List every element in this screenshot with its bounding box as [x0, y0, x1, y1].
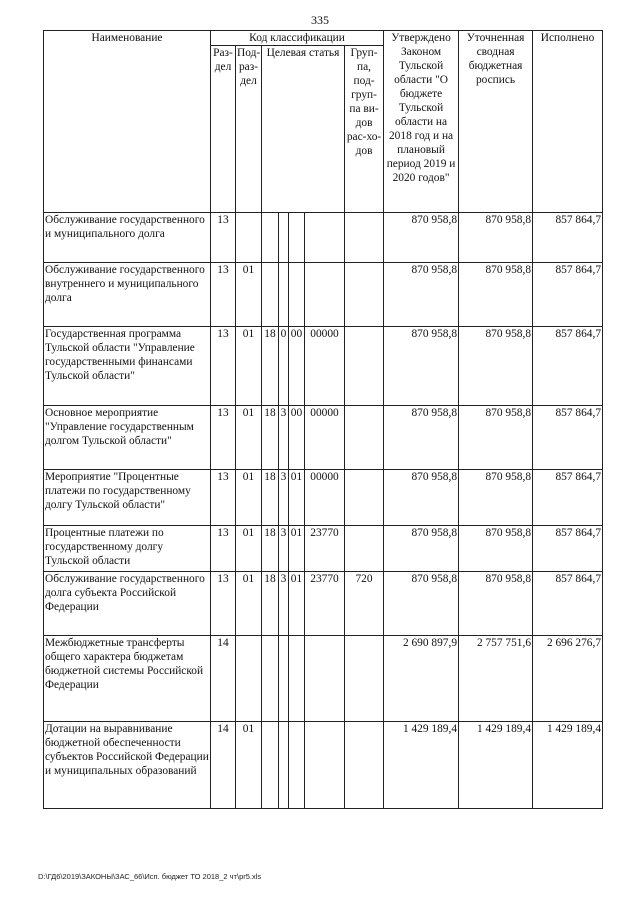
cell-rz: 13: [211, 526, 236, 572]
header-group: Груп-па, под-груп-па ви-дов рас-хо-дов: [345, 46, 384, 213]
cell-rz: 13: [211, 327, 236, 406]
cell-t1: [262, 636, 279, 722]
cell-approved: 870 958,8: [384, 406, 459, 470]
file-path-footer: D:\ГД6\2019\ЗАКОНЫ\ЗАС_66\Исп. бюджет ТО 2018_2 чт\pr5.xls: [38, 872, 262, 881]
cell-t1: [262, 263, 279, 327]
cell-approved: 870 958,8: [384, 263, 459, 327]
cell-vr: 720: [345, 572, 384, 636]
cell-t2: 0: [279, 327, 289, 406]
cell-t1: 18: [262, 470, 279, 526]
header-podrazdel: Под-раз-дел: [236, 46, 262, 213]
cell-pr: 01: [236, 526, 262, 572]
cell-rz: 13: [211, 470, 236, 526]
cell-vr: [345, 213, 384, 263]
budget-table: [43, 30, 603, 809]
cell-t3: 01: [289, 526, 305, 572]
cell-t1: 18: [262, 327, 279, 406]
cell-refined: 870 958,8: [459, 213, 533, 263]
table-row: [44, 636, 603, 722]
header-refined: Уточненная сводная бюджетная роспись: [459, 31, 533, 213]
cell-refined: 2 757 751,6: [459, 636, 533, 722]
cell-t1: 18: [262, 406, 279, 470]
cell-name: Обслуживание государственного внутреннего и муниципального долга: [44, 263, 211, 327]
cell-name: Основное мероприятие "Управление государственным долгом Тульской области": [44, 406, 211, 470]
cell-t2: [279, 722, 289, 809]
header-code-group: Код классификации: [211, 31, 384, 46]
header-executed: Исполнено: [533, 31, 603, 213]
cell-rz: 13: [211, 406, 236, 470]
cell-executed: 857 864,7: [533, 572, 603, 636]
cell-name: Межбюджетные трансферты общего характера бюджетам бюджетной системы Российской Федерации: [44, 636, 211, 722]
cell-refined: 870 958,8: [459, 526, 533, 572]
cell-pr: [236, 636, 262, 722]
cell-approved: 870 958,8: [384, 572, 459, 636]
cell-pr: 01: [236, 572, 262, 636]
cell-t4: 23770: [305, 526, 345, 572]
table-row: [44, 327, 603, 406]
table-row: [44, 722, 603, 809]
cell-name: Дотации на выравнивание бюджетной обеспеченности субъектов Российской Федерации и муниципальных образований: [44, 722, 211, 809]
cell-name: Процентные платежи по государственному долгу Тульской области: [44, 526, 211, 572]
cell-t4: 00000: [305, 470, 345, 526]
cell-refined: 870 958,8: [459, 327, 533, 406]
cell-rz: 13: [211, 213, 236, 263]
cell-t1: [262, 213, 279, 263]
cell-name: Государственная программа Тульской области "Управление государственными финансами Тульской области": [44, 327, 211, 406]
cell-t2: 3: [279, 526, 289, 572]
header-approved: Утверждено Законом Тульской области "О бюджете Тульской области на 2018 год и на плановый период 2019 и 2020 годов": [384, 31, 459, 213]
cell-approved: 870 958,8: [384, 470, 459, 526]
cell-t1: 18: [262, 572, 279, 636]
cell-t3: [289, 263, 305, 327]
cell-t3: 00: [289, 327, 305, 406]
cell-pr: 01: [236, 722, 262, 809]
cell-pr: 01: [236, 470, 262, 526]
cell-t2: 3: [279, 572, 289, 636]
cell-t3: [289, 722, 305, 809]
table-row: [44, 526, 603, 572]
cell-approved: 870 958,8: [384, 213, 459, 263]
cell-approved: 870 958,8: [384, 327, 459, 406]
cell-name: Мероприятие "Процентные платежи по государственному долгу Тульской области": [44, 470, 211, 526]
cell-vr: [345, 722, 384, 809]
cell-name: Обслуживание государственного и муниципального долга: [44, 213, 211, 263]
cell-t4: [305, 213, 345, 263]
cell-vr: [345, 470, 384, 526]
cell-rz: 13: [211, 572, 236, 636]
cell-executed: 1 429 189,4: [533, 722, 603, 809]
cell-t4: [305, 636, 345, 722]
cell-pr: 01: [236, 263, 262, 327]
cell-approved: 2 690 897,9: [384, 636, 459, 722]
cell-vr: [345, 263, 384, 327]
cell-refined: 870 958,8: [459, 470, 533, 526]
cell-t4: 00000: [305, 327, 345, 406]
cell-approved: 870 958,8: [384, 526, 459, 572]
header-razdel: Раз-дел: [211, 46, 236, 213]
cell-rz: 13: [211, 263, 236, 327]
cell-t4: 23770: [305, 572, 345, 636]
cell-vr: [345, 327, 384, 406]
table-row: [44, 406, 603, 470]
cell-t3: [289, 213, 305, 263]
cell-t3: 01: [289, 470, 305, 526]
cell-t1: [262, 722, 279, 809]
cell-pr: 01: [236, 406, 262, 470]
cell-refined: 870 958,8: [459, 263, 533, 327]
cell-pr: 01: [236, 327, 262, 406]
cell-rz: 14: [211, 636, 236, 722]
cell-t2: 3: [279, 406, 289, 470]
table-row: [44, 572, 603, 636]
cell-executed: 857 864,7: [533, 406, 603, 470]
cell-refined: 1 429 189,4: [459, 722, 533, 809]
cell-vr: [345, 636, 384, 722]
cell-t2: [279, 263, 289, 327]
table-row: [44, 263, 603, 327]
header-name: Наименование: [44, 31, 211, 213]
cell-executed: 2 696 276,7: [533, 636, 603, 722]
cell-pr: [236, 213, 262, 263]
cell-vr: [345, 526, 384, 572]
cell-t1: 18: [262, 526, 279, 572]
cell-t4: [305, 263, 345, 327]
cell-approved: 1 429 189,4: [384, 722, 459, 809]
cell-executed: 857 864,7: [533, 327, 603, 406]
cell-vr: [345, 406, 384, 470]
cell-t2: [279, 636, 289, 722]
cell-t4: 00000: [305, 406, 345, 470]
cell-rz: 14: [211, 722, 236, 809]
cell-executed: 857 864,7: [533, 263, 603, 327]
cell-t2: 3: [279, 470, 289, 526]
cell-t3: 01: [289, 572, 305, 636]
cell-executed: 857 864,7: [533, 470, 603, 526]
cell-refined: 870 958,8: [459, 406, 533, 470]
table-row: [44, 213, 603, 263]
header-target: Целевая статья: [262, 46, 345, 213]
cell-executed: 857 864,7: [533, 213, 603, 263]
cell-name: Обслуживание государственного долга субъекта Российской Федерации: [44, 572, 211, 636]
cell-t4: [305, 722, 345, 809]
cell-refined: 870 958,8: [459, 572, 533, 636]
page-number: 335: [311, 13, 329, 27]
cell-executed: 857 864,7: [533, 526, 603, 572]
cell-t2: [279, 213, 289, 263]
table-row: [44, 470, 603, 526]
cell-t3: [289, 636, 305, 722]
cell-t3: 00: [289, 406, 305, 470]
